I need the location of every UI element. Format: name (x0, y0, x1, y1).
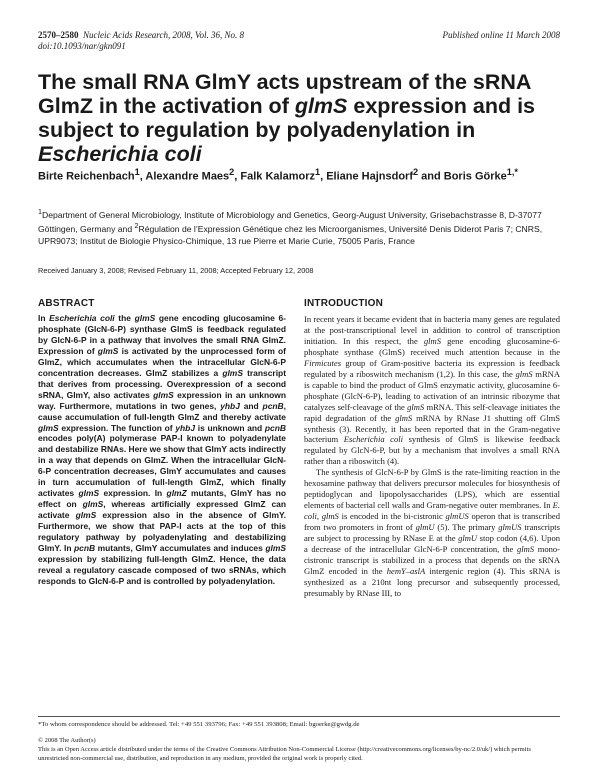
author-separator: , (320, 170, 327, 183)
text-run: stop codon (4,6). Upon a decrease of the intracellular GlcN-6-P concentration, the (304, 533, 560, 555)
introduction-paragraph (304, 314, 560, 467)
text-run: mRNA by RNase J1 shutting off GlmS synthesis (3). Recently, it has been reported that in the Gram-negative bacterium (304, 412, 560, 445)
text-run: mutants, GlmY has no effect on (38, 488, 286, 510)
text-run: expression also in the absence of GlmY. Furthermore, we show that PAP-I acts at the top of this regulatory pathway by polyadenylating and destabilizing GlmY. In (38, 510, 286, 554)
received-dates: Received January 3, 2008; Revised February 11, 2008; Accepted February 12, 2008 (38, 266, 314, 275)
text-run: , whereas artificially expressed GlmZ can activate (38, 499, 286, 521)
author-name: Boris Görke (443, 170, 507, 183)
italic-term: glmS (516, 544, 535, 555)
author-affiliation-marker: 2 (413, 167, 419, 177)
italic-term: glmS (153, 389, 174, 400)
abstract-heading: ABSTRACT (38, 298, 95, 309)
italic-term: pcnB (264, 422, 286, 433)
italic-term: glmU (415, 522, 435, 533)
italic-term: pcnB (74, 543, 96, 554)
italic-term: glmS (321, 511, 339, 522)
italic-term: glmUS (445, 511, 469, 522)
introduction-body (304, 314, 560, 599)
introduction-paragraph (304, 467, 560, 598)
italic-term: glmS (38, 422, 59, 433)
italic-term: glmS (395, 412, 413, 423)
italic-term: yhbJ (175, 422, 196, 433)
title-text: The small RNA GlmY acts upstream of the sRNA GlmZ in the activation of (38, 70, 531, 118)
italic-term: glmU (458, 533, 478, 544)
author-affiliation-marker: 2 (229, 167, 235, 177)
affiliation-marker: 1 (38, 208, 42, 216)
author-name: Eliane Hajnsdorf (326, 170, 413, 183)
italic-term: glmZ (166, 488, 187, 499)
license-note: This is an Open Access article distributed under the terms of the Creative Commons Attribution Non-Commercial License (http://creativecommons.org/licenses/by-nc/2.0/uk/) which permits unrestricted non-commercial use, distribution, and reproduction in any medium, provided the original work is properly cited. (38, 746, 531, 762)
introduction-heading: INTRODUCTION (304, 298, 384, 309)
italic-term: glmS (97, 345, 119, 356)
text-run: gene encoding glucosamine-6-phosphate synthase (GlmS) received much attention because in the (304, 335, 560, 357)
italic-term: glmS (82, 499, 104, 510)
text-run: mRNA. This self-cleavage initiates the rapid degradation of the (304, 401, 560, 423)
text-run: encodes poly(A) polymerase PAP-I known to polyadenylate and destabilize RNAs. Here we show that GlmY acts indirectly in a way that depends on GlmZ. When the intracellular GlcN-6-P concentration decreases, GlmY accumulates and causes in turn accumulation of full-length GlmZ, which finally activates (38, 433, 286, 499)
text-run: synthesis of GlmS is likewise feedback regulated by GlcN-6-P, but by a mechanism that involves a small RNA rather than a riboswitch (4). (304, 434, 560, 467)
correspondence-note: *To whom correspondence should be addressed. Tel: +49 551 393796; Fax: +49 551 393808; Email: bgoerke@gwdg.de (38, 721, 360, 728)
title-gene: glmS (294, 94, 348, 118)
text-run: operon that is transcribed from two promoters in front of (304, 511, 560, 533)
text-run: is encoded in the bi-cistronic (338, 511, 446, 522)
affiliation-text: Régulation de l’Expression Génétique chez les Microorganismes, Université Denis Diderot Paris 7; CNRS, UPR9073; Institut de Biologie Physico-Chimique, 13 rue Pierre et Marie Curie, 75005 Paris, France (38, 224, 543, 246)
italic-term: glmS (423, 335, 441, 346)
italic-term: yhbJ (220, 400, 240, 411)
text-run: is unknown and (195, 422, 265, 433)
author-separator: and (418, 170, 444, 183)
text-run: mRNA is capable to bind the product of GlmS enzymatic activity, glucosamine 6-phosphate (GlcN-6-P), leading to activation of an intrinsic ribozyme that catalyzes self-cleavage of the (304, 368, 560, 412)
author-affiliation-marker: 1,* (506, 167, 518, 177)
italic-term: E. coli (304, 500, 560, 522)
affiliation-text: Department of General Microbiology, Institute of Microbiology and Genetics, Georg-August University, Grisebachstrasse 8, D-37077 Göttingen, Germany and (38, 209, 542, 235)
italic-term: glmS (265, 543, 286, 554)
text-run: expression. In (99, 488, 167, 499)
text-run: expression in an unknown way. Furthermore, mutations in two genes, (38, 389, 286, 411)
author-name: Birte Reichenbach (38, 170, 135, 183)
text-run: (5). The primary (434, 522, 499, 533)
italic-term: glmS (515, 368, 533, 379)
article-title (38, 70, 558, 166)
text-run: is activated by the unprocessed form of GlmZ, which accumulates when the intracellular GlcN-6-P concentration decreases. GlmZ stabilizes a (38, 345, 286, 378)
author-name: Alexandre Maes (145, 170, 230, 183)
italic-term: glmS (407, 401, 425, 412)
copyright-note: © 2008 The Author(s) (38, 737, 96, 744)
italic-term: glmS (222, 367, 243, 378)
author-affiliation-marker: 1 (134, 167, 140, 177)
text-run: intergenic region (4). This sRNA is synthesized as a 210nt long precursor and subsequently processed, presumably by RNase III, to (304, 565, 560, 598)
italic-term: glmS (75, 510, 97, 521)
text-run: In recent years it became evident that in bacteria many genes are regulated at the post-transcriptional level in addition to control of transcription initiation. In this respect, the (304, 314, 560, 346)
text-run: expression. The function of (58, 422, 176, 433)
italic-term: Escherichia coli (343, 434, 403, 445)
text-run: mutants, GlmY accumulates and induces (95, 543, 266, 554)
published-date: Published online 11 March 2008 (442, 30, 560, 40)
author-list (38, 164, 558, 185)
text-run: The synthesis of GlcN-6-P by GlmS is the rate-limiting reaction in the hexosamine pathway that delivers precursor molecules for biosynthesis of peptidoglycan and lipopolysaccharides (LPS), which are essential elements of bacterial cell walls and Gram-negative outer membranes. In (304, 467, 560, 511)
italic-term: glmS (134, 313, 156, 323)
italic-term: Escherichia coli (49, 313, 115, 323)
text-run: transcript that derives from processing. Overexpression of a second sRNA, GlmY, also activates (38, 367, 286, 400)
text-run: , cause accumulation of full-length GlmZ and thereby activate (38, 400, 286, 422)
journal-citation: Nucleic Acids Research, 2008, Vol. 36, No. 8 (83, 30, 244, 40)
doi: doi:10.1093/nar/gkn091 (38, 41, 126, 51)
affiliations (38, 207, 558, 247)
text-run: group of Gram-positive bacteria its expression is feedback regulated by a riboswitch mechanism (1,2). In this case, the (304, 357, 560, 379)
text-run: the (114, 313, 135, 323)
italic-term: hemY–aslA (386, 565, 426, 576)
journal-header (38, 30, 244, 52)
title-text: expression and is subject to regulation by polyadenylation in (38, 94, 536, 142)
title-organism: Escherichia coli (38, 142, 202, 166)
text-run: and (239, 400, 263, 411)
text-run: gene encoding glucosamine 6-phosphate (GlcN-6-P) synthase GlmS is feedback regulated by GlcN-6-P in a pathway that involves the small RNA GlmZ. Expression of (38, 313, 286, 356)
footnote-divider (38, 716, 560, 717)
italic-term: Firmicutes (304, 357, 342, 368)
text-run: transcripts are subject to processing by RNase E at the (304, 522, 560, 544)
italic-term: pcnB (262, 400, 284, 411)
text-run: expression by stabilizing full-length GlmZ. Hence, the data reveal a regulatory cascade composed of two sRNAs, which responds to GlcN-6-P and is controlled by polyadenylation. (38, 553, 286, 586)
italic-term: glmS (78, 488, 100, 499)
page-range: 2570–2580 (38, 30, 79, 40)
author-separator: , (139, 170, 146, 183)
text-run: , (316, 511, 322, 522)
author-separator: , (234, 170, 241, 183)
italic-term: glmUS (498, 522, 522, 533)
affiliation-marker: 2 (134, 222, 139, 231)
author-name: Falk Kalamorz (240, 170, 315, 183)
abstract-body (38, 313, 286, 587)
text-run: In (38, 313, 50, 323)
text-run: mono-cistronic transcript is stabilized in a process that depends on the sRNA GlmZ encoded in the (304, 544, 561, 576)
author-affiliation-marker: 1 (314, 167, 321, 177)
